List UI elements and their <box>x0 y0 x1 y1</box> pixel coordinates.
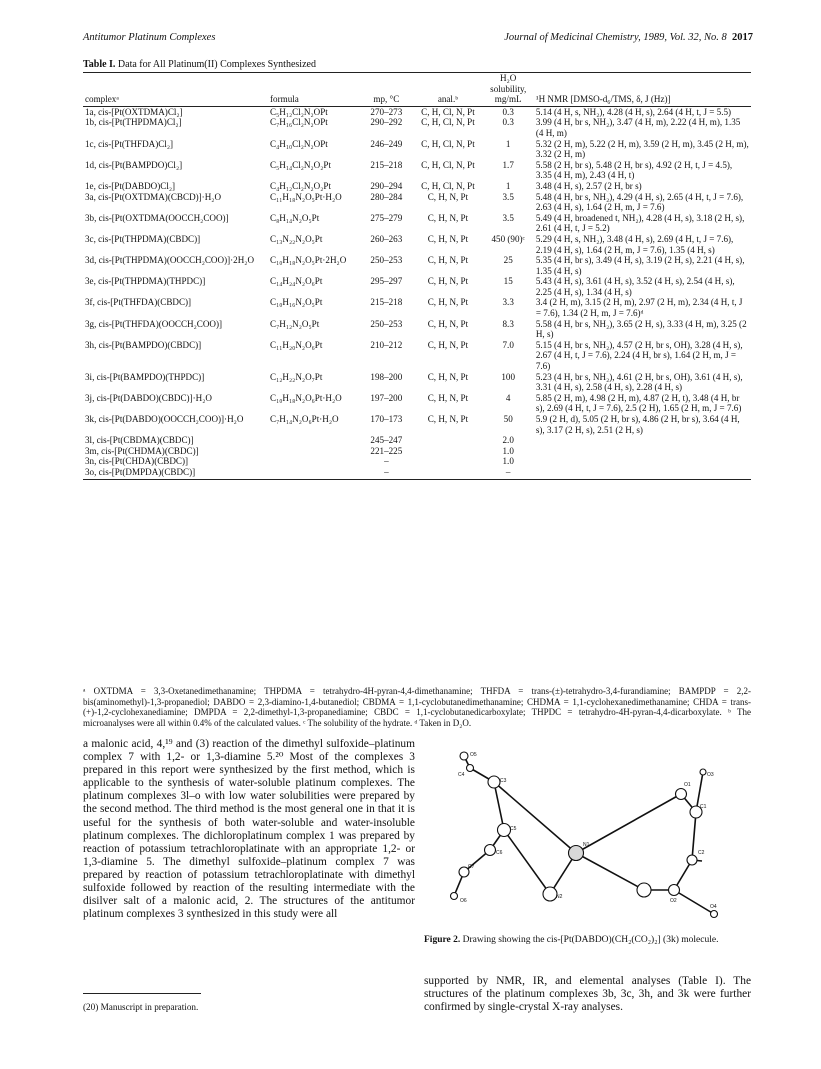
formula-cell: C₁₄H₂₄N₂O₆Pt <box>270 276 323 287</box>
atom-label: O1 <box>684 782 691 788</box>
table-row <box>83 456 751 467</box>
mp-cell: 275–279 <box>370 212 403 223</box>
atom-label: C5 <box>510 826 517 832</box>
solubility-cell: 25 <box>503 255 513 266</box>
mp-cell: 295–297 <box>370 276 403 287</box>
table-row <box>83 435 751 446</box>
nmr-cell <box>534 435 751 446</box>
atom-label: C3 <box>500 778 507 784</box>
anal-cell: C, H, N, Pt <box>427 212 469 223</box>
atom-label: O4 <box>710 904 717 910</box>
solubility-cell: 4 <box>505 392 511 403</box>
complex-cell: 1e, cis-[Pt(DABDO)Cl₂] <box>85 180 176 191</box>
formula-cell: C₇H₁₂N₂O₅Pt <box>270 318 320 329</box>
table-label: Table I. <box>83 59 116 70</box>
complex-cell: 1a, cis-[Pt(OXTDMA)Cl₂] <box>85 106 183 117</box>
formula-cell <box>268 467 359 479</box>
running-title: Antitumor Platinum Complexes <box>83 32 216 43</box>
anal-cell <box>413 467 482 479</box>
reference-20: (20) Manuscript in preparation. <box>83 1002 199 1012</box>
nmr-cell <box>534 467 751 479</box>
solubility-cell: 1.7 <box>502 159 514 170</box>
complex-cell: 3k, cis-[Pt(DABDO)(OOCCH₂COO)]·H₂O <box>85 414 244 424</box>
complex-cell: 3d, cis-[Pt(THPDMA)(OOCCH₂COO)]·2H₂O <box>85 255 255 266</box>
table-row <box>83 117 751 138</box>
solubility-cell: 3.5 <box>502 212 514 223</box>
formula-cell: C₁₃N₂₂N₂O₅Pt <box>270 233 323 244</box>
mp-cell: 250–253 <box>370 255 403 266</box>
formula-cell: C₇H₁₆Cl₂N₂OPt <box>270 117 328 128</box>
solubility-cell: 1 <box>505 138 511 149</box>
solubility-cell: 450 (90)ᶜ <box>491 233 525 244</box>
formula-cell: C₁₁H₁₈N₂O₅Pt·H₂O <box>270 191 342 202</box>
mp-cell: 245–247 <box>370 435 403 446</box>
anal-cell: C, H, N, Pt <box>427 339 469 350</box>
complex-cell: 3g, cis-[Pt(THFDA)(OOCCH₂COO)] <box>85 318 223 329</box>
formula-cell: C₅H₁₂Cl₂N₂OPt <box>270 106 328 117</box>
table-row <box>83 340 751 372</box>
table-row <box>83 372 751 393</box>
anal-cell: C, H, N, Pt <box>427 191 469 202</box>
mp-cell: 198–200 <box>370 371 403 382</box>
col-formula: formula <box>268 73 359 106</box>
table-row <box>83 181 751 192</box>
table-row <box>83 213 751 234</box>
mp-cell: 260–263 <box>370 233 403 244</box>
solubility-cell: 0.3 <box>502 106 514 117</box>
complex-cell: 3n, cis-[Pt(CHDA)(CBDC)] <box>85 456 189 467</box>
atom-label: O2 <box>670 898 677 904</box>
solubility-cell: 1.0 <box>502 456 514 467</box>
formula-cell: C₄H₁₂Cl₂N₂O₂Pt <box>270 180 331 191</box>
body-text-right: supported by NMR, IR, and elemental analyses (Table I). The structures of the platinum complexes 3b, 3c, 3h, and 3k were further confirmed by single-crystal X-ray analyses. <box>424 975 751 1014</box>
table-row <box>83 106 751 117</box>
anal-cell: C, H, N, Pt <box>427 255 469 266</box>
anal-cell <box>413 446 482 457</box>
nmr-cell: 5.49 (4 H, broadened t, NH₂), 4.28 (4 H, s), 3.18 (2 H, s), 2.61 (4 H, t, J = 5.2) <box>535 212 745 234</box>
formula-cell: C₁₀H₁₆N₂O₅Pt <box>270 297 323 308</box>
nmr-cell: 5.14 (4 H, s, NH₂), 4.28 (4 H, s), 2.64 (4 H, t, J = 5.5) <box>535 106 732 117</box>
nmr-cell: 5.15 (4 H, br s, NH₂), 4.57 (2 H, br s, OH), 3.28 (4 H, s), 2.67 (4 H, t, J = 7.6), 2.24 (4 H, br s), 1.64 (2 H, m, J = 7.6) <box>535 339 743 372</box>
formula-cell: C₁₀H₁₈N₂O₅Pt·2H₂O <box>270 255 347 266</box>
complex-cell: 3i, cis-[Pt(BAMPDO)(THPDC)] <box>85 371 205 382</box>
mp-cell: 280–284 <box>370 191 403 202</box>
solubility-cell: 100 <box>501 371 516 382</box>
complex-cell: 3f, cis-[Pt(THFDA)(CBDC)] <box>85 297 192 308</box>
formula-cell <box>268 446 359 457</box>
mp-cell: 215–218 <box>370 297 403 308</box>
table-row <box>83 393 751 414</box>
atom-label: N2 <box>556 894 563 900</box>
footnote-rule <box>83 993 201 994</box>
table-title <box>83 59 316 70</box>
atom-label: O3 <box>707 772 714 778</box>
atom-label: O5 <box>470 752 477 758</box>
table-row <box>83 446 751 457</box>
nmr-cell: 3.48 (4 H, s), 2.57 (2 H, br s) <box>535 180 642 191</box>
mp-cell: – <box>359 467 413 479</box>
solubility-cell: 0.3 <box>502 117 514 128</box>
nmr-cell: 5.9 (2 H, d), 5.05 (2 H, br s), 4.86 (2 H, br s), 3.64 (4 H, s), 3.17 (2 H, s), 2.51 (2 H, s) <box>535 414 740 435</box>
mp-cell: 215–218 <box>370 159 403 170</box>
anal-cell: C, H, N, Pt <box>427 297 469 308</box>
nmr-cell: 5.35 (4 H, br s), 3.49 (4 H, s), 3.19 (2 H, s), 2.21 (4 H, s), 1.35 (4 H, s) <box>535 255 745 276</box>
complex-cell: 1b, cis-[Pt(THPDMA)Cl₂] <box>85 117 182 128</box>
figure-caption-text: Drawing showing the cis-[Pt(DABDO)(CH₂(CO₂)₂] (3k) molecule. <box>462 935 719 945</box>
atom-label: C6 <box>496 850 503 856</box>
solubility-cell: 8.3 <box>502 318 514 329</box>
anal-cell: C, H, Cl, N, Pt <box>421 159 475 170</box>
complex-cell: 1c, cis-[Pt(THFDA)Cl₂] <box>85 138 174 149</box>
complex-cell: 3j, cis-[Pt(DABDO)(CBDC)]·H₂O <box>85 392 212 403</box>
nmr-cell: 3.99 (4 H, br s, NH₂), 3.47 (4 H, m), 2.22 (4 H, m), 1.35 (4 H, m) <box>535 117 741 138</box>
nmr-cell: 5.32 (2 H, m), 5.22 (2 H, m), 3.59 (2 H, m), 3.45 (2 H, m), 3.32 (2 H, m) <box>535 138 749 160</box>
col-solubility: H₂O solubility, mg/mL <box>483 73 534 106</box>
solubility-cell: 50 <box>503 414 513 424</box>
complex-cell: 3o, cis-[Pt(DMPDA)(CBDC)] <box>83 467 268 479</box>
anal-cell: C, H, N, Pt <box>427 276 469 287</box>
mp-cell: 210–212 <box>370 339 403 350</box>
mp-cell: 250–253 <box>370 318 403 329</box>
formula-cell: C₄H₁₀Cl₂N₂OPt <box>270 138 328 149</box>
nmr-cell: 5.85 (2 H, m), 4.98 (2 H, m), 4.87 (2 H, t), 3.48 (4 H, br s), 2.69 (4 H, t, J = 7.6), 2.5 (2 H), 1.65 (2 H, m, J = 7.6) <box>535 392 742 414</box>
col-nmr: ¹H NMR [DMSO-d₆/TMS, δ, J (Hz)] <box>534 73 751 106</box>
atom-label: C7 <box>468 864 475 870</box>
mp-cell: 246–249 <box>370 138 403 149</box>
col-anal: anal.ᵇ <box>413 73 482 106</box>
col-mp: mp, °C <box>359 73 413 106</box>
figure-label: Figure 2. <box>424 935 461 945</box>
atom-label: C4 <box>458 772 465 778</box>
mp-cell: 221–225 <box>370 445 403 456</box>
formula-cell: C₅H₁₄Cl₂N₂O₂Pt <box>270 159 331 170</box>
anal-cell <box>413 435 482 446</box>
anal-cell: C, H, Cl, N, Pt <box>421 180 475 191</box>
nmr-cell: 5.48 (4 H, br s, NH₂), 4.29 (4 H, s), 2.65 (4 H, t, J = 7.6), 2.63 (4 H, s), 1.64 (2 H, m, J = 7.6) <box>535 191 744 213</box>
table-row <box>83 139 751 160</box>
nmr-cell: 5.43 (4 H, s), 3.61 (4 H, s), 3.52 (4 H, s), 2.54 (4 H, s), 2.25 (4 H, s), 1.34 (4 H, s) <box>535 276 735 297</box>
mp-cell: 270–273 <box>370 106 403 117</box>
solubility-cell: 7.0 <box>502 339 514 350</box>
table-row <box>83 414 751 435</box>
solubility-cell: 2.0 <box>502 435 514 446</box>
table-footnote: ᵃ OXTDMA = 3,3-Oxetanedimethanamine; THPDMA = tetrahydro-4H-pyran-4,4-dimethanamine; THFDA = trans-(±)-tetrahydro-3,4-furandiamine; BAMPDP = 2,2-bis(aminomethyl)-1,3-propanediol; DABDO = 2,3-diamino-1,4-butanediol; CBDMA = 1,1-cyclobutanedimethanamine; CHDMA = 1,1-cyclohexanedimethanamine; CHDA = trans-(+)-1,2-cyclohexanediamine; DMPDA = 2,2-dimethyl-1,3-propanediamine; CBDC = 1,1-cyclobutanedicarboxylate; THPDC = tetrahydro-4H-pyran-4,4-dicarboxylate. ᵇ The microanalyses were all within 0.4% of the calculated values. ᶜ The solubility of the hydrate. ᵈ Taken in D₂O. <box>83 686 751 728</box>
solubility-cell: 3.3 <box>502 297 514 308</box>
mp-cell: 170–173 <box>370 414 403 424</box>
atom-label: C1 <box>700 804 707 810</box>
nmr-cell: 5.29 (4 H, s, NH₂), 3.48 (4 H, s), 2.69 (4 H, t, J = 7.6), 2.19 (4 H, s), 1.64 (2 H, m, J = 7.6), 1.35 (4 H, s) <box>535 233 734 255</box>
nmr-cell: 5.58 (4 H, br s, NH₂), 3.65 (2 H, s), 3.33 (4 H, m), 3.25 (2 H, s) <box>535 318 747 340</box>
solubility-cell: 1.0 <box>502 445 514 456</box>
anal-cell <box>413 456 482 467</box>
formula-cell: C₈H₁₄N₂O₅Pt <box>270 212 320 223</box>
solubility-cell: 1 <box>505 180 511 191</box>
table-row <box>83 255 751 276</box>
atom-label: O6 <box>460 898 467 904</box>
formula-cell: C₁₀H₁₈N₂O₆Pt·H₂O <box>270 392 342 403</box>
formula-cell <box>268 435 359 446</box>
figure-caption <box>424 935 751 946</box>
nmr-cell <box>534 456 751 467</box>
mp-cell: 290–294 <box>370 180 403 191</box>
nmr-cell: 5.58 (2 H, br s), 5.48 (2 H, br s), 4.92 (2 H, t, J = 4.5), 3.35 (4 H, m), 2.43 (4 H, t) <box>535 159 733 181</box>
anal-cell: C, H, N, Pt <box>427 414 469 424</box>
table-row <box>83 319 751 340</box>
table-row <box>83 234 751 255</box>
solubility-cell: – <box>483 467 534 479</box>
table-row <box>83 297 751 318</box>
atom-label: C2 <box>698 850 705 856</box>
molecule-drawing <box>424 742 751 922</box>
table-row <box>83 192 751 213</box>
anal-cell: C, H, N, Pt <box>427 318 469 329</box>
table-row <box>83 467 751 479</box>
anal-cell: C, H, Cl, N, Pt <box>421 138 475 149</box>
complex-cell: 3e, cis-[Pt(THPDMA)(THPDC)] <box>85 276 206 287</box>
anal-cell: C, H, Cl, N, Pt <box>421 117 475 128</box>
complex-cell: 3h, cis-[Pt(BAMPDO)(CBDC)] <box>85 339 202 350</box>
mp-cell: 197–200 <box>370 392 403 403</box>
formula-cell: C₁₁H₂₀N₂O₆Pt <box>270 339 323 350</box>
complex-cell: 3a, cis-[Pt(OXTDMA)(CBCD)]·H₂O <box>85 191 222 202</box>
nmr-cell: 3.4 (2 H, m), 3.15 (2 H, m), 2.97 (2 H, m), 2.34 (4 H, t, J = 7.6), 1.34 (2 H, m, J = 7.6)ᵈ <box>535 297 743 319</box>
mp-cell: – <box>384 456 389 467</box>
atom-label: N1 <box>583 842 590 848</box>
solubility-cell: 15 <box>503 276 513 287</box>
complex-cell: 3l, cis-[Pt(CBDMA)(CBDC)] <box>85 435 194 446</box>
solubility-cell: 3.5 <box>502 191 514 202</box>
table-row <box>83 160 751 181</box>
complex-cell: 3c, cis-[Pt(THPDMA)(CBDC)] <box>85 233 201 244</box>
complex-cell: 3m, cis-[Pt(CHDMA)(CBDC)] <box>85 445 199 456</box>
anal-cell: C, H, N, Pt <box>427 233 469 244</box>
anal-cell: C, H, N, Pt <box>427 371 469 382</box>
anal-cell: C, H, N, Pt <box>427 392 469 403</box>
page-number: 2017 <box>732 32 753 43</box>
table-caption: Data for All Platinum(II) Complexes Synthesized <box>117 59 316 70</box>
mp-cell: 290–292 <box>370 117 403 128</box>
journal-header <box>504 32 753 43</box>
table-row <box>83 276 751 297</box>
journal-citation: Journal of Medicinal Chemistry, 1989, Vol. 32, No. 8 <box>504 32 727 43</box>
data-table <box>83 72 751 480</box>
complex-cell: 3b, cis-[Pt(OXTDMA(OOCCH₂COO)] <box>85 212 229 223</box>
formula-cell: C₁₂H₂₂N₂O₇Pt <box>270 371 323 382</box>
body-text-left: a malonic acid, 4,¹⁹ and (3) reaction of the dimethyl sulfoxide–platinum complex 7 with 1,2- or 1,3-diamine 5.²⁰ Most of the complexes 3 prepared in this report were synthesized by the first method, which is applicable to the synthesis of water-soluble platinum complexes. The platinum complexes 3l–o with low water solubilities were prepared by the second method. The third method is the most general one in that it is useful for the synthesis of both water-soluble and water-insoluble platinum complexes. The dichloroplatinum complex 1 was prepared by reaction of potassium tetrachloroplatinate with an appropriate 1,2- or 1,3-diamine 5. The dimethyl sulfoxide–platinum complex 7 was prepared by reaction of potassium tetrachloroplatinate with dimethyl sulfoxide followed by reaction of the resulting intermediate with the disilver salt of a malonic acid, 2. The structures of the antitumor platinum complexes 3 synthesized in this study were all <box>83 738 415 921</box>
atoms <box>451 752 718 918</box>
formula-cell: C₇H₁₄N₂O₆Pt·H₂O <box>270 414 339 424</box>
col-complex: complexᵃ <box>83 73 268 106</box>
complex-cell: 1d, cis-[Pt(BAMPDO)Cl₂] <box>85 159 183 170</box>
nmr-cell <box>534 446 751 457</box>
anal-cell: C, H, Cl, N, Pt <box>421 106 475 117</box>
nmr-cell: 5.23 (4 H, br s, NH₂), 4.61 (2 H, br s, OH), 3.61 (4 H, s), 3.31 (4 H, s), 2.58 (4 H, s), 2.28 (4 H, s) <box>535 371 743 393</box>
formula-cell <box>268 456 359 467</box>
